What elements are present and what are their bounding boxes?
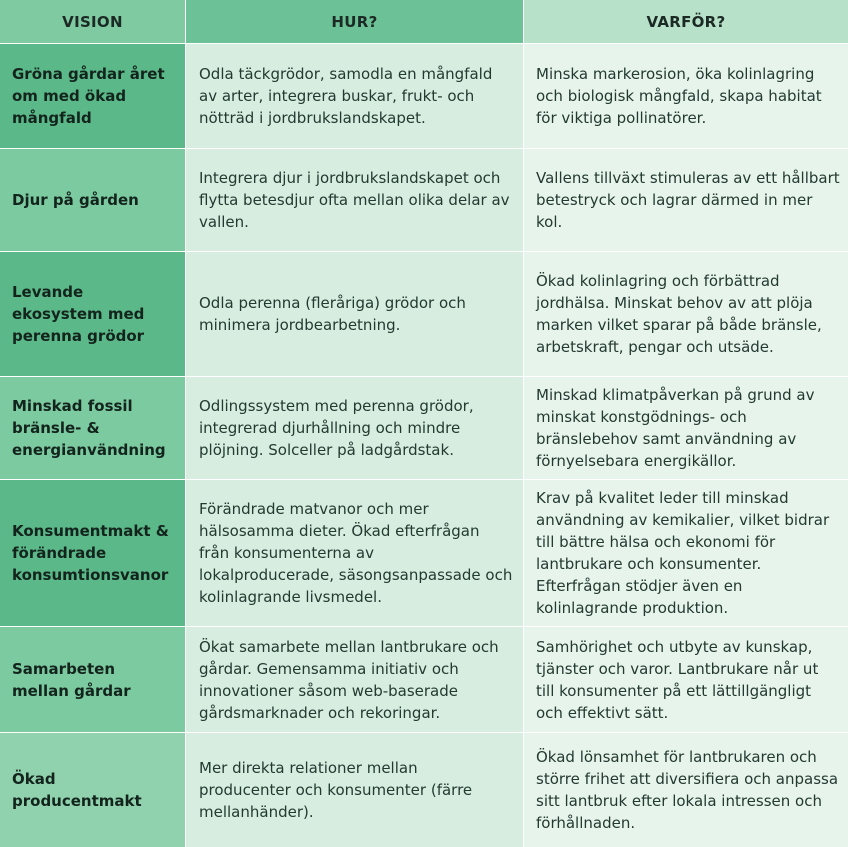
table-row <box>0 627 848 732</box>
header-vision: VISION <box>0 0 185 43</box>
hur-cell: Odlingssystem med perenna grödor, integrerad djurhållning och mindre plöjning. Solceller på ladgårdstak. <box>186 377 523 479</box>
varfor-cell: Vallens tillväxt stimuleras av ett hållbart betestryck och lagrar därmed in mer kol. <box>524 149 848 251</box>
header-varfor: VARFÖR? <box>524 0 848 43</box>
varfor-cell: Minskad klimatpåverkan på grund av minskat konstgödnings- och bränslebehov samt användning av förnyelsebara energikällor. <box>524 377 848 479</box>
table-row <box>0 377 848 479</box>
varfor-cell: Minska markerosion, öka kolinlagring och biologisk mångfald, skapa habitat för viktiga pollinatörer. <box>524 44 848 148</box>
vision-cell: Ökad producentmakt <box>0 733 185 847</box>
vision-cell: Konsumentmakt & förändrade konsumtionsvanor <box>0 480 185 626</box>
hur-cell: Ökat samarbete mellan lantbrukare och gårdar. Gemensamma initiativ och innovationer såsom web-baserade gårdsmarknader och rekoringar. <box>186 627 523 732</box>
varfor-cell: Krav på kvalitet leder till minskad användning av kemikalier, vilket bidrar till bättre hälsa och ekonomi för lantbrukare och konsumenter. Efterfrågan stödjer även en kolinlagrande produktion. <box>524 480 848 626</box>
varfor-cell: Ökad lönsamhet för lantbrukaren och större frihet att diversifiera och anpassa sitt lantbruk efter lokala intressen och förhållnaden. <box>524 733 848 847</box>
table-row <box>0 149 848 251</box>
hur-cell: Mer direkta relationer mellan producenter och konsumenter (färre mellanhänder). <box>186 733 523 847</box>
varfor-cell: Ökad kolinlagring och förbättrad jordhälsa. Minskat behov av att plöja marken vilket sparar på både bränsle, arbetskraft, pengar och utsäde. <box>524 252 848 376</box>
hur-cell: Odla täckgrödor, samodla en mångfald av arter, integrera buskar, frukt- och nötträd i jordbrukslandskapet. <box>186 44 523 148</box>
varfor-cell: Samhörighet och utbyte av kunskap, tjänster och varor. Lantbrukare når ut till konsumenter på ett lättillgängligt och effektivt sätt. <box>524 627 848 732</box>
vision-cell: Samarbeten mellan gårdar <box>0 627 185 732</box>
hur-cell: Integrera djur i jordbrukslandskapet och flytta betesdjur ofta mellan olika delar av vallen. <box>186 149 523 251</box>
table-row <box>0 733 848 847</box>
vision-cell: Levande ekosystem med perenna grödor <box>0 252 185 376</box>
hur-cell: Förändrade matvanor och mer hälsosamma dieter. Ökad efterfrågan från konsumenterna av lokalproducerade, säsongsanpassade och kolinlagrande livsmedel. <box>186 480 523 626</box>
vision-cell: Djur på gården <box>0 149 185 251</box>
header-hur: HUR? <box>186 0 523 43</box>
hur-cell: Odla perenna (fleråriga) grödor och minimera jordbearbetning. <box>186 252 523 376</box>
table-row <box>0 480 848 626</box>
table-row <box>0 44 848 148</box>
vision-cell: Minskad fossil bränsle- & energianvändning <box>0 377 185 479</box>
vision-cell: Gröna gårdar året om med ökad mångfald <box>0 44 185 148</box>
table-row <box>0 252 848 376</box>
